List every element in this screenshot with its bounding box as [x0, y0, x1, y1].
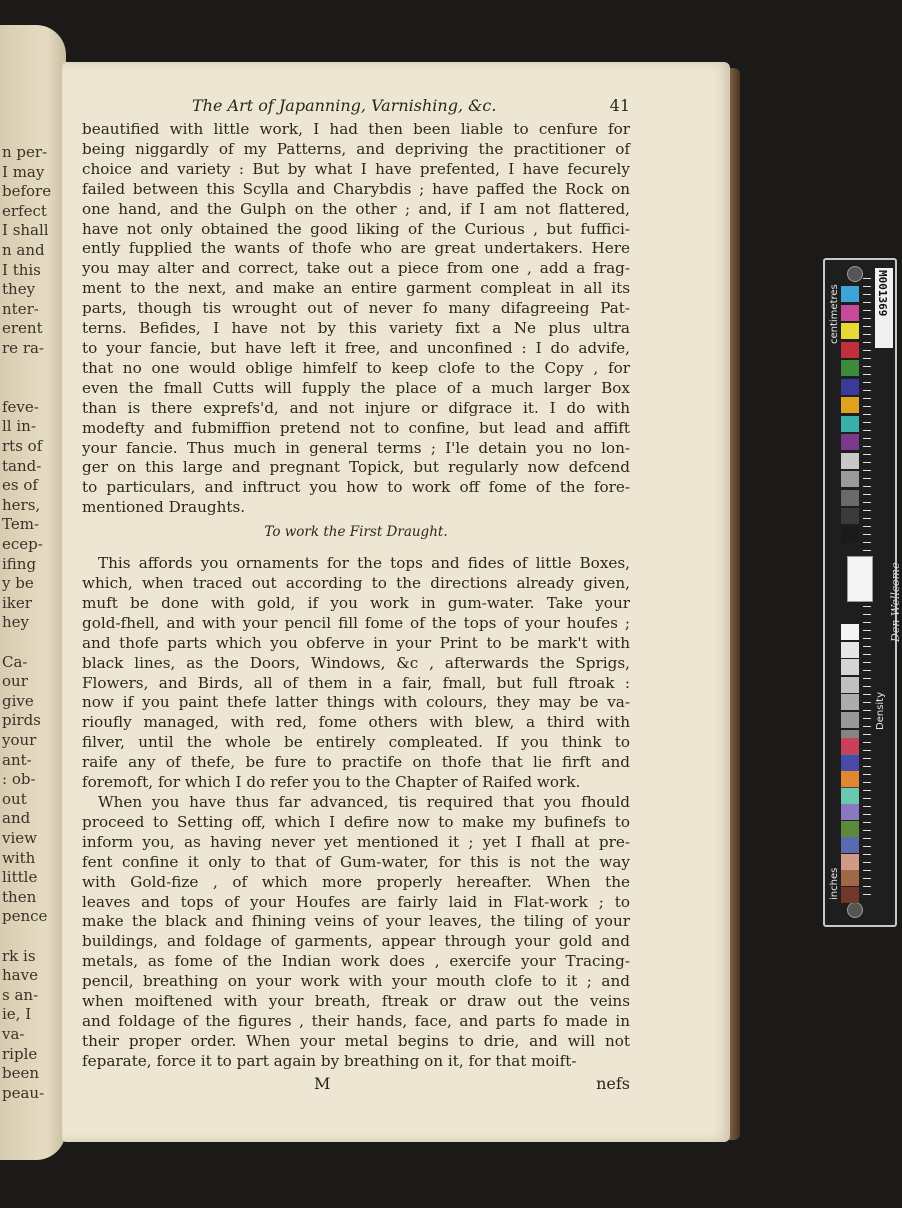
- text-line: their proper order. When your metal begins to drie, and will not: [82, 1031, 630, 1050]
- left-page-fragment: peau-: [2, 1083, 45, 1102]
- color-swatch: [841, 453, 859, 469]
- left-page-fragment: view: [2, 829, 37, 847]
- paragraph-2: [82, 554, 630, 793]
- text-line: When you have thus far advanced, tis required that you fhould: [98, 793, 630, 811]
- text-line: terns. Befides, I have not by this variety fixt a Ne plus ultra: [82, 319, 630, 338]
- text-line: you may alter and correct, take out a piece from one , add a frag-: [82, 259, 630, 278]
- target-brand: Den Wellcome: [889, 562, 902, 642]
- text-line: black lines, as the Doors, Windows, &c , afterwards the Sprigs,: [82, 653, 630, 672]
- text-line: which, when traced out according to the directions already given,: [82, 574, 630, 593]
- color-swatch: [841, 821, 859, 837]
- left-page-fragment: your: [2, 731, 37, 749]
- text-line: parts, though tis wrought out of never fo many difagreeing Pat-: [82, 299, 630, 318]
- color-swatch: [841, 286, 859, 302]
- color-calibration-target: [823, 258, 902, 927]
- left-page-fragment: pirds: [2, 711, 41, 730]
- signature-mark: M: [314, 1073, 331, 1093]
- text-line: choice and variety : But by what I have prefented, I have fecurely: [82, 159, 630, 178]
- left-page-fragment: little: [2, 868, 38, 887]
- target-hole-bottom: [847, 902, 863, 918]
- target-id-label: M001369: [876, 270, 889, 317]
- text-line: your fancie. Thus much in general terms ; I'le detain you no lon-: [82, 438, 630, 457]
- text-line: foremoft, for which I do refer you to the Chapter of Raifed work.: [82, 773, 581, 792]
- color-swatch: [841, 887, 859, 903]
- inches-label: inches: [829, 867, 840, 900]
- text-line: to your fancie, but have left it free, and unconfined : I do advife,: [82, 338, 630, 357]
- color-swatch: [841, 870, 859, 886]
- text-line: pencil, breathing on your work with your mouth clofe to it ; and: [82, 972, 630, 991]
- text-line: feparate, force it to part again by breathing on it, for that moift-: [82, 1051, 577, 1070]
- left-page-fragment: with: [2, 848, 36, 867]
- left-page-fragment: : ob-: [2, 770, 36, 789]
- text-line: failed between this Scylla and Charybdis ; have paffed the Rock on: [82, 179, 630, 198]
- left-page-fragment: ie, I: [2, 1005, 32, 1024]
- text-line: Flowers, and Birds, all of them in a fair, fmall, but full ftroak :: [82, 673, 630, 692]
- text-line: buildings, and foldage of garments, appear through your gold and: [82, 932, 630, 951]
- left-page-fragment: n and: [2, 241, 45, 259]
- text-line: mentioned Draughts.: [82, 498, 246, 517]
- target-hole-top: [847, 266, 863, 282]
- left-page-fragment: s an-: [2, 985, 39, 1004]
- paragraph-1: [82, 120, 630, 518]
- left-page-fragment: and: [2, 809, 31, 828]
- text-line: even the fmall Cutts will fupply the place of a much larger Box: [82, 378, 630, 397]
- catchword: nefs: [596, 1073, 630, 1093]
- text-line: ger on this large and pregnant Topick, but regularly now defcend: [82, 458, 630, 477]
- text-line: one hand, and the Gulph on the other ; and, if I am not flattered,: [82, 199, 630, 218]
- color-swatch: [841, 490, 859, 506]
- left-page-fragment: rk is: [2, 946, 36, 965]
- running-title: The Art of Japanning, Varnishing, &c.: [192, 96, 497, 115]
- text-line: when moiftened with your breath, ftreak or draw out the veins: [82, 992, 630, 1011]
- text-line: modefty and fubmiffion pretend not to confine, but lead and affift: [82, 418, 630, 437]
- left-page-fragment: hey: [2, 613, 30, 632]
- text-line: leaves and tops of your Houfes are fairly laid in Flat-work ; to: [82, 892, 630, 911]
- previous-page-edge: [0, 25, 66, 1160]
- left-page-fragment: erent: [2, 319, 43, 338]
- text-line: gold-fhell, and with your pencil fill fome of the tops of your houfes ;: [82, 613, 630, 632]
- color-swatch: [841, 527, 859, 543]
- text-line: and thofe parts which you obferve in your Print to be mark't with: [82, 633, 630, 652]
- running-header: [82, 96, 630, 120]
- color-swatch: [841, 342, 859, 358]
- left-page-fragment: va-: [2, 1025, 25, 1043]
- color-swatch: [841, 379, 859, 395]
- color-swatch: [841, 755, 859, 771]
- text-line: This affords you ornaments for the tops and fides of little Boxes,: [98, 554, 630, 573]
- left-page-fragment: feve-: [2, 397, 39, 416]
- left-page-fragment: our: [2, 672, 28, 691]
- text-line: fent confine it only to that of Gum-water, for this is not the way: [82, 852, 630, 871]
- text-line: make the black and fhining veins of your leaves, the tiling of your: [82, 912, 630, 931]
- text-line: inform you, as having never yet mentioned it ; yet I fhall at pre-: [82, 832, 630, 851]
- page-footer: [82, 1072, 630, 1094]
- text-line: now if you paint thefe latter things with colours, they may be va-: [82, 693, 630, 712]
- left-page-fragment: Ca-: [2, 652, 28, 671]
- color-swatch: [841, 738, 859, 754]
- left-page-fragment: iker: [2, 593, 32, 612]
- centimetres-label: centimetres: [829, 284, 840, 344]
- color-swatch: [841, 771, 859, 787]
- color-swatch: [841, 804, 859, 820]
- text-line: being niggardly of my Patterns, and depriving the practitioner of: [82, 139, 630, 158]
- grey-swatch: [841, 659, 859, 675]
- color-swatch: [841, 508, 859, 524]
- grey-swatch: [841, 712, 859, 728]
- page-text: [82, 96, 630, 1094]
- left-page-fragment: re ra-: [2, 339, 44, 357]
- color-swatch: [841, 434, 859, 450]
- color-swatch: [841, 305, 859, 321]
- text-line: that no one would oblige himfelf to keep clofe to the Copy , for: [82, 358, 630, 377]
- text-line: with Gold-fize , of which more properly hereafter. When the: [82, 872, 630, 891]
- left-page-fragment: I this: [2, 260, 41, 279]
- text-line: beautified with little work, I had then been liable to cenfure for: [82, 120, 630, 138]
- left-page-fragment: riple: [2, 1044, 38, 1063]
- left-page-fragment: ecep-: [2, 535, 43, 553]
- left-page-fragment: pence: [2, 907, 48, 926]
- text-line: muft be done with gold, if you work in gum-water. Take your: [82, 593, 630, 612]
- color-swatch: [841, 416, 859, 432]
- color-swatch: [841, 854, 859, 870]
- grey-swatch: [841, 677, 859, 693]
- color-swatch: [841, 360, 859, 376]
- text-line: ment to the next, and make an entire garment compleat in all its: [82, 279, 630, 298]
- left-page-fragment: have: [2, 966, 38, 985]
- text-line: ently fupplied the wants of thofe who are great undertakers. Here: [82, 239, 630, 258]
- left-page-fragment: n per-: [2, 143, 48, 161]
- text-line: than is there exprefs'd, and not injure or difgrace it. I do with: [82, 398, 630, 417]
- left-page-fragment: out: [2, 789, 27, 808]
- paragraph-3: [82, 793, 630, 1072]
- left-page-fragment: rts of: [2, 437, 43, 455]
- left-page-fragment: give: [2, 691, 34, 710]
- color-swatch: [841, 323, 859, 339]
- text-line: proceed to Setting off, which I defire now to make my bufinefs to: [82, 812, 630, 831]
- left-page-fragment: I shall: [2, 221, 49, 240]
- grey-swatch: [841, 624, 859, 640]
- left-page-fragment: they: [2, 280, 36, 299]
- grey-swatch: [841, 642, 859, 658]
- grey-swatch: [841, 694, 859, 710]
- text-line: and foldage of the figures , their hands, face, and parts fo made in: [82, 1011, 630, 1030]
- target-barcode: [847, 556, 873, 602]
- left-page-fragment: nter-: [2, 299, 39, 318]
- left-page-fragment: ifing: [2, 554, 37, 573]
- text-line: metals, as fome of the Indian work does , exercife your Tracing-: [82, 952, 630, 971]
- text-line: filver, until the whole be entirely compleated. If you think to: [82, 733, 630, 752]
- left-page-fragment: Tem-: [2, 515, 40, 534]
- left-page-fragment: hers,: [2, 495, 41, 514]
- text-line: raife any of thefe, be fure to practife on thofe that lie firft and: [82, 753, 630, 772]
- left-page-fragment: then: [2, 887, 37, 906]
- left-page-fragment: I may: [2, 162, 45, 181]
- text-line: rioufly managed, with red, fome others with blew, a third with: [82, 713, 630, 732]
- color-swatch: [841, 837, 859, 853]
- text-line: to particulars, and inftruct you how to work off fome of the fore-: [82, 478, 630, 497]
- page-number: 41: [609, 96, 630, 115]
- color-swatch: [841, 788, 859, 804]
- left-page-fragment: erfect: [2, 201, 47, 220]
- left-page-fragment: ant-: [2, 750, 32, 769]
- text-line: have not only obtained the good liking of the Curious , but fuffici-: [82, 219, 630, 238]
- left-page-fragment: been: [2, 1064, 40, 1083]
- density-label: Density: [875, 691, 886, 730]
- left-page-fragment: y be: [2, 574, 34, 593]
- color-swatch: [841, 471, 859, 487]
- left-page-fragment: ll in-: [2, 417, 36, 436]
- left-page-fragment: es of: [2, 476, 38, 495]
- left-page-fragment: before: [2, 182, 52, 201]
- left-page-fragment: tand-: [2, 456, 42, 475]
- section-subheading: To work the First Draught.: [264, 524, 448, 541]
- color-swatch: [841, 397, 859, 413]
